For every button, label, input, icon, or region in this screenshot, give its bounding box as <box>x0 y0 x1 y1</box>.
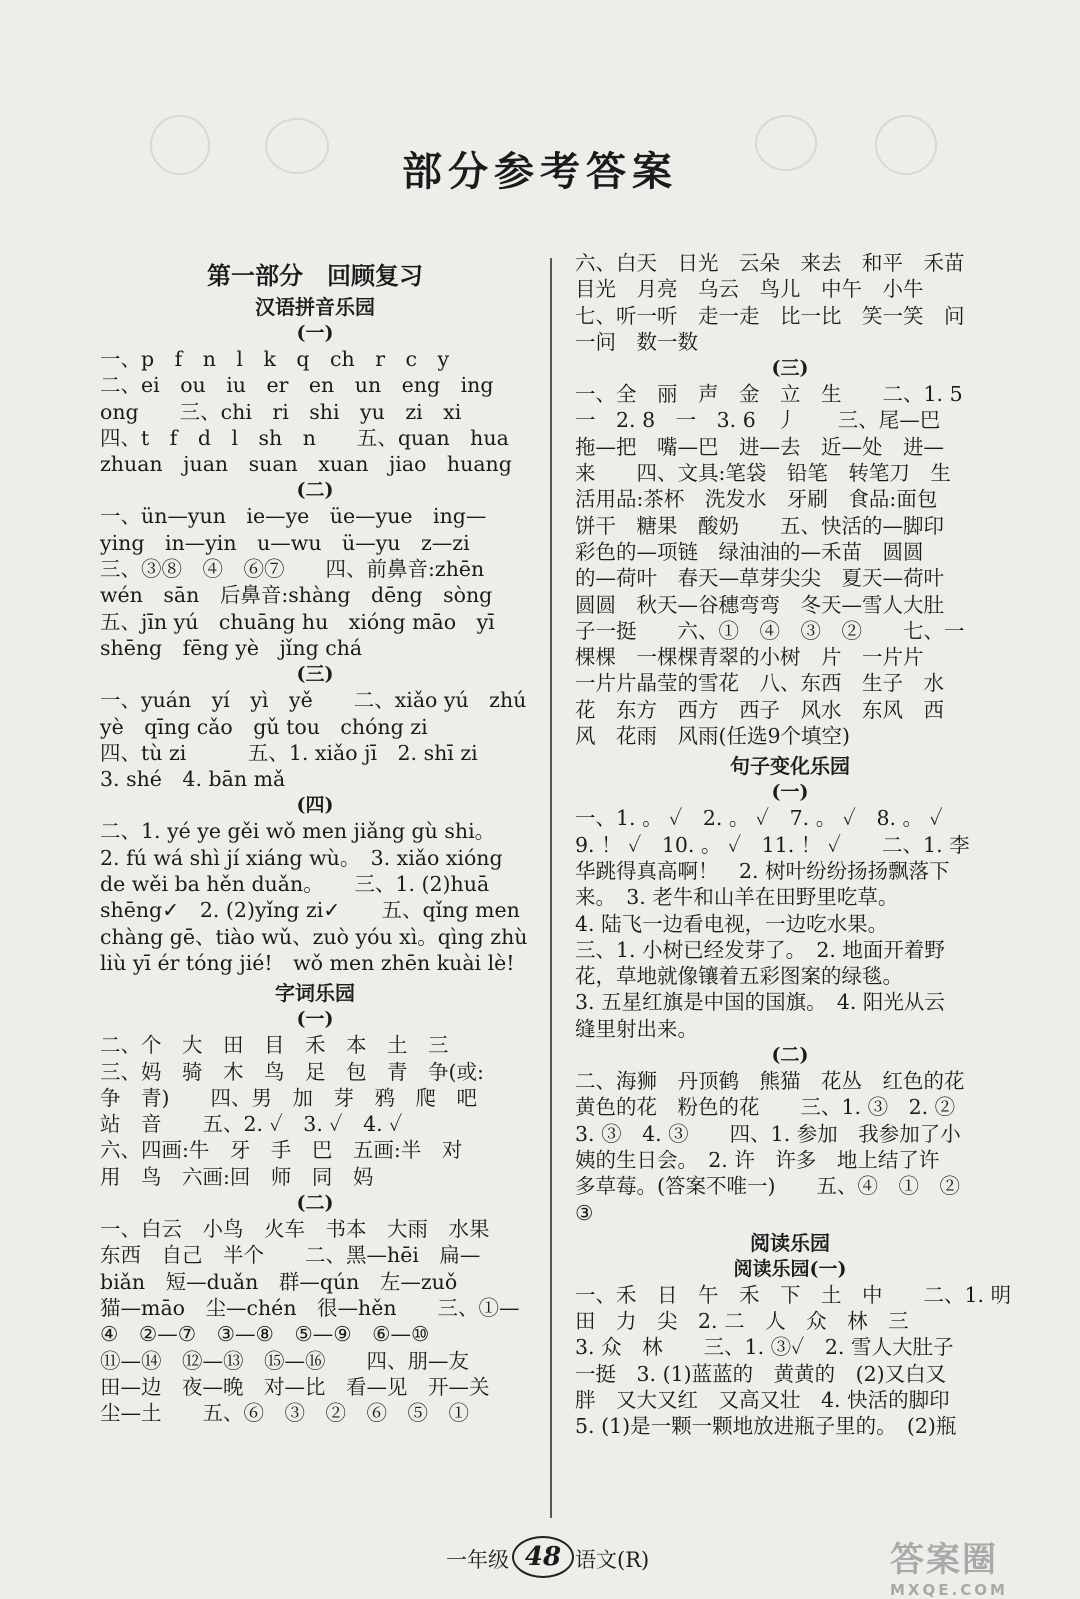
subsection-heading: (三) <box>296 663 334 686</box>
subsection-heading: (二) <box>296 1192 334 1215</box>
answer-line: 一、禾 日 午 禾 下 土 中 二、1. 明 <box>575 1282 1012 1307</box>
answer-line: 猫—māo 尘—chén 很—hěn 三、①— <box>100 1295 520 1320</box>
answer-line: liù yī ér tóng jié! wǒ men zhēn kuài lè! <box>100 950 515 975</box>
answer-line: 一挺 3. (1)蓝蓝的 黄黄的 (2)又白又 <box>575 1361 947 1386</box>
subsection-heading: (二) <box>296 479 334 502</box>
subsection-heading: (一) <box>296 322 334 344</box>
answer-line: 棵棵 一棵棵青翠的小树 片 一片片 <box>575 645 924 670</box>
answer-line: shēng✓ 2. (2)yǐng zi✓ 五、qǐng men <box>100 898 520 923</box>
footer-subject: 语文(R) <box>575 1548 650 1572</box>
answer-line: 饼干 糖果 酸奶 五、快活的—脚印 <box>575 513 944 538</box>
answer-line: 一片片晶莹的雪花 八、东西 生子 水 <box>575 671 944 696</box>
answer-line: 三、1. 小树已经发芽了。 2. 地面开着野 <box>575 937 945 962</box>
answer-line: 五、jīn yú chuāng hu xióng māo yī <box>100 609 495 634</box>
footer-grade: 一年级 <box>446 1548 509 1572</box>
answer-line: 目光 月亮 乌云 鸟儿 中午 小牛 <box>575 277 924 302</box>
answer-line: wén sān 后鼻音:shàng dēng sòng <box>100 583 493 608</box>
left-answer-column <box>100 250 530 1426</box>
section-heading: 字词乐园 <box>275 981 355 1006</box>
answer-line: 六、四画:牛 牙 手 巴 五画:半 对 <box>100 1138 463 1163</box>
answer-line: 风 花雨 风雨(任选9个填空) <box>575 724 851 749</box>
answer-line: 站 音 五、2. ✓ 3. ✓ 4. ✓ <box>100 1112 403 1137</box>
answer-line: 东西 自己 半个 二、黑—hēi 扁— <box>100 1243 481 1268</box>
answer-line: biǎn 短—duǎn 群—qún 左—zuǒ <box>100 1269 458 1294</box>
answer-line: 六、白天 日光 云朵 来去 和平 禾苗 <box>575 251 965 275</box>
answer-line: ③ <box>575 1200 594 1225</box>
answer-line: 二、海狮 丹顶鹤 熊猫 花丛 红色的花 <box>575 1069 965 1094</box>
answer-line: 花，草地就像镶着五彩图案的绿毯。 <box>575 964 903 989</box>
answer-line: 黄色的花 粉色的花 三、1. ③ 2. ② <box>575 1095 956 1120</box>
answer-line: 拖—把 嘴—巴 进—去 近—处 进— <box>575 434 944 459</box>
page-title: 部分参考答案 <box>402 149 678 195</box>
subsection-heading: (一) <box>771 781 809 804</box>
answer-line: 华跳得真高啊！ 2. 树叶纷纷扬扬飘落下 <box>575 858 950 883</box>
answer-line: 一、yuán yí yì yě 二、xiǎo yú zhú <box>100 688 527 713</box>
answer-line: 多草莓。(答案不唯一) 五、④ ① ② <box>575 1174 960 1199</box>
answer-line: 二、1. yé ye gěi wǒ men jiǎng gù shi。 <box>100 819 496 844</box>
page-number: 48 <box>512 1536 574 1578</box>
answer-line: de wěi ba hěn duǎn。 三、1. (2)huā <box>100 872 490 897</box>
answer-line: 5. (1)是一颗一颗地放进瓶子里的。 (2)瓶 <box>575 1414 957 1439</box>
subsection-heading: (一) <box>296 1008 334 1031</box>
subsection-heading: (三) <box>771 357 809 380</box>
right-answer-column <box>575 250 1012 1440</box>
answer-line: 一问 数一数 <box>575 329 698 354</box>
answer-line: 来。 3. 老牛和山羊在田野里吃草。 <box>575 885 899 910</box>
answer-line: 四、tù zi 五、1. xiǎo jī 2. shī zi <box>100 740 478 765</box>
subsection-heading: (四) <box>296 794 334 817</box>
answer-line: 3. 众 林 三、1. ③✓ 2. 雪人大肚子 <box>575 1335 954 1360</box>
answer-line: 三、③⑧ ④ ⑥⑦ 四、前鼻音:zhēn <box>100 557 485 582</box>
answer-line: 四、t f d l sh n 五、quan hua <box>100 425 509 450</box>
answer-line: 2. fú wá shì jí xiáng wù。 3. xiǎo xióng <box>100 845 503 870</box>
answer-line: 3. 五星红旗是中国的国旗。 4. 阳光从云 <box>575 990 945 1015</box>
answer-line: 田 力 尖 2. 二 人 众 林 三 <box>575 1309 909 1334</box>
answer-line: 一、全 丽 声 金 立 生 二、1. 5 <box>575 382 963 407</box>
answer-line: 一、ün—yun ie—ye üe—yue ing— <box>100 504 487 529</box>
answer-line: 胖 又大又红 又高又壮 4. 快活的脚印 <box>575 1387 950 1412</box>
answer-line: zhuan juan suan xuan jiao huang <box>100 452 512 477</box>
answer-line: ying in—yin u—wu ü—yu z—zi <box>100 530 470 555</box>
column-divider <box>550 258 552 1518</box>
section-heading: 句子变化乐园 <box>730 754 850 779</box>
answer-line: 一 2. 8 一 3. 6 丿 三、尾—巴 <box>575 408 941 433</box>
watermark-logo <box>890 1532 1008 1599</box>
answer-line: 圆圆 秋天—谷穗弯弯 冬天—雪人大肚 <box>575 592 944 617</box>
answer-line: 来 四、文具:笔袋 铅笔 转笔刀 生 <box>575 461 951 486</box>
watermark-text: 答案圈 <box>890 1540 998 1580</box>
answer-line: 9. ！ ✓ 10. 。 ✓ 11. ！ ✓ 二、1. 李 <box>575 832 970 857</box>
answer-line: 二、个 大 田 目 禾 本 土 三 <box>100 1033 449 1058</box>
answer-line: 尘—土 五、⑥ ③ ② ⑥ ⑤ ① <box>100 1401 469 1426</box>
answer-line: 争 青) 四、男 加 芽 鸦 爬 吧 <box>100 1085 477 1110</box>
answer-line: 子一挺 六、① ④ ③ ② 七、一 <box>575 618 965 643</box>
answer-line: 缝里射出来。 <box>575 1016 698 1041</box>
answer-line: chàng gē、tiào wǔ、zuò yóu xì。qìng zhù <box>100 924 528 949</box>
answer-line: 花 东方 西方 西子 风水 东风 西 <box>575 697 944 722</box>
answer-line: yè qīng cǎo gǔ tou chóng zi <box>100 714 428 739</box>
answer-line: 一、白云 小鸟 火车 书本 大雨 水果 <box>100 1217 490 1242</box>
answer-line: 3. ③ 4. ③ 四、1. 参加 我参加了小 <box>575 1121 961 1146</box>
answer-line: 彩色的—项链 绿油油的—禾苗 圆圆 <box>575 539 924 564</box>
answer-line: shēng fēng yè jǐng chá <box>100 635 363 660</box>
answer-line: 七、听一听 走一走 比一比 笑一笑 问 <box>575 303 965 328</box>
answer-line: 3. shé 4. bān mǎ <box>100 767 286 792</box>
answer-line: 的—荷叶 春天—草芽尖尖 夏天—荷叶 <box>575 566 944 591</box>
answer-line: 用 鸟 六画:回 师 同 妈 <box>100 1164 374 1189</box>
subsection-heading: 阅读乐园(一) <box>733 1257 847 1280</box>
section-heading: 第一部分 回顾复习 <box>207 262 423 290</box>
subsection-heading: (二) <box>771 1044 809 1067</box>
answer-line: ⑪—⑭ ⑫—⑬ ⑮—⑯ 四、朋—友 <box>100 1348 469 1373</box>
answer-line: 活用品:茶杯 洗发水 牙刷 食品:面包 <box>575 487 938 512</box>
answer-line: 田—边 夜—晚 对—比 看—见 开—关 <box>100 1374 490 1399</box>
answer-line: 一、1. 。 ✓ 2. 。 ✓ 7. 。 ✓ 8. 。 ✓ <box>575 806 943 831</box>
answer-line: 一、p f n l k q ch r c y <box>100 347 450 371</box>
answer-line: ong 三、chi ri shi yu zi xi <box>100 399 462 424</box>
answer-line: 二、ei ou iu er en un eng ing <box>100 373 494 398</box>
watermark-url: MXQE.COM <box>890 1581 1008 1599</box>
section-heading: 汉语拼音乐园 <box>255 295 375 319</box>
answer-line: 姨的生日会。 2. 许 许多 地上结了许 <box>575 1147 940 1172</box>
answer-line: 三、妈 骑 木 鸟 足 包 青 争(或: <box>100 1059 484 1084</box>
section-heading: 阅读乐园 <box>750 1230 830 1255</box>
answer-line: ④ ②—⑦ ③—⑧ ⑤—⑨ ⑥—⑩ <box>100 1322 430 1347</box>
answer-line: 4. 陆飞一边看电视，一边吃水果。 <box>575 911 889 936</box>
